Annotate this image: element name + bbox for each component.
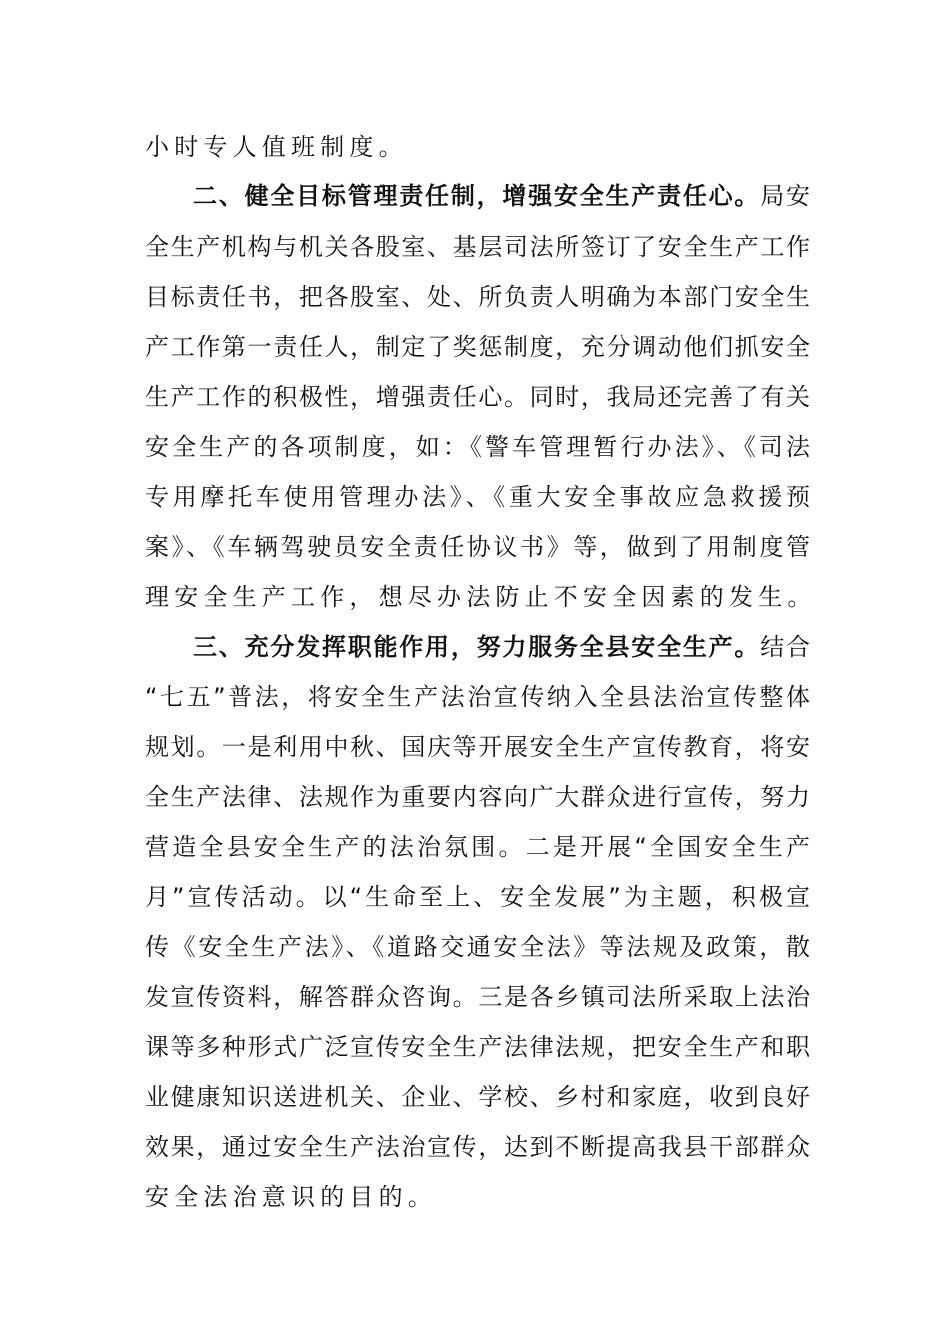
text-line: 发宣传资料，解答群众咨询。三是各乡镇司法所采取上法治 bbox=[145, 983, 810, 1011]
text-line: 规划。一是利用中秋、国庆等开展安全生产宣传教育，将安 bbox=[145, 733, 810, 761]
text-line: 安全生产的各项制度，如：《警车管理暂行办法》、《司法 bbox=[145, 433, 810, 461]
text-line: “七五”普法，将安全生产法治宣传纳入全县法治宣传整体 bbox=[145, 683, 810, 711]
text-line: 理安全生产工作，想尽办法防止不安全因素的发生。 bbox=[145, 583, 817, 611]
text-line: 安全法治意识的目的。 bbox=[145, 1183, 437, 1211]
paragraph-heading-line bbox=[193, 176, 810, 216]
text-line: 目标责任书，把各股室、处、所负责人明确为本部门安全生 bbox=[145, 283, 810, 311]
text-line: 案》、《车辆驾驶员安全责任协议书》等，做到了用制度管 bbox=[145, 533, 810, 561]
text-line: 营造全县安全生产的法治氛围。二是开展“全国安全生产 bbox=[145, 833, 810, 861]
text-segment: 结合 bbox=[760, 633, 811, 661]
text-line: 业健康知识送进机关、企业、学校、乡村和家庭，收到良好 bbox=[145, 1083, 810, 1111]
text-segment: 局安 bbox=[760, 182, 811, 210]
paragraph-heading-line bbox=[193, 627, 810, 667]
text-line: 全生产机构与机关各股室、基层司法所签订了安全生产工作 bbox=[145, 233, 810, 261]
text-line: 专用摩托车使用管理办法》、《重大安全事故应急救援预 bbox=[145, 483, 810, 511]
text-line: 全生产法律、法规作为重要内容向广大群众进行宣传，努力 bbox=[145, 783, 810, 811]
text-line: 小时专人值班制度。 bbox=[145, 133, 408, 161]
text-line: 生产工作的积极性，增强责任心。同时，我局还完善了有关 bbox=[145, 383, 810, 411]
text-line: 效果，通过安全生产法治宣传，达到不断提高我县干部群众 bbox=[145, 1133, 810, 1161]
section-heading-2: 二、健全目标管理责任制，增强安全生产责任心。 bbox=[193, 182, 761, 210]
text-line: 传《安全生产法》、《道路交通安全法》等法规及政策，散 bbox=[145, 933, 810, 961]
text-line: 课等多种形式广泛宣传安全生产法律法规，把安全生产和职 bbox=[145, 1033, 810, 1061]
text-line: 月”宣传活动。以“生命至上、安全发展”为主题，积极宣 bbox=[145, 883, 810, 911]
section-heading-3: 三、充分发挥职能作用，努力服务全县安全生产。 bbox=[193, 633, 761, 661]
text-line: 产工作第一责任人，制定了奖惩制度，充分调动他们抓安全 bbox=[145, 333, 810, 361]
